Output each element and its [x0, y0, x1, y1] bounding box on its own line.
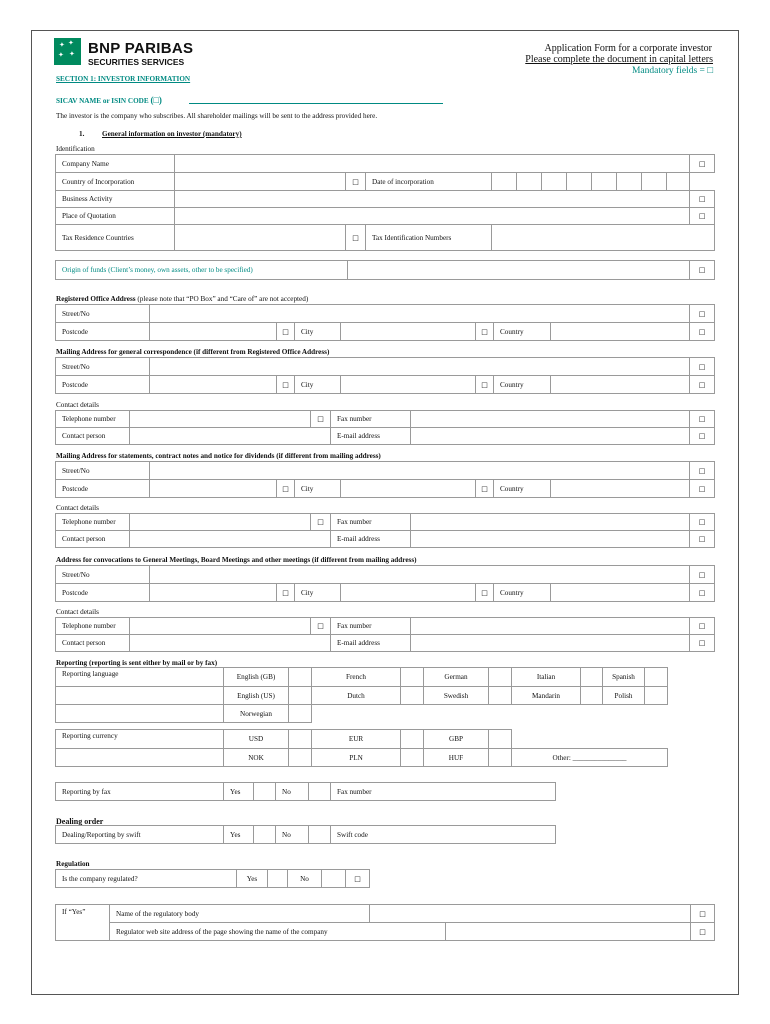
country-check: □	[690, 376, 715, 394]
contact-heading: Contact details	[56, 504, 99, 512]
registered-heading	[56, 295, 308, 304]
currency-other[interactable]: Other: _______________	[512, 749, 668, 767]
registered-heading-title: Registered Office Address	[56, 295, 136, 303]
lang-checkbox[interactable]	[289, 705, 312, 723]
fax-field[interactable]	[411, 618, 690, 635]
street-check: □	[690, 566, 715, 584]
currency-checkbox[interactable]	[401, 730, 424, 749]
sicav-mark: (□)	[150, 95, 162, 105]
lang-option: Italian	[512, 668, 581, 687]
yes-label: Yes	[224, 826, 254, 844]
street-label: Street/No	[56, 358, 150, 376]
telephone-label: Telephone number	[56, 411, 130, 428]
contact-heading: Contact details	[56, 401, 99, 409]
yes-label: Yes	[224, 783, 254, 801]
general-num: 1.	[79, 130, 85, 138]
lang-checkbox[interactable]	[489, 687, 512, 705]
date-box[interactable]	[492, 173, 517, 191]
postcode-check: □	[277, 376, 295, 394]
lang-option: English (US)	[224, 687, 289, 705]
quotation-field[interactable]	[175, 208, 690, 225]
telephone-check: □	[311, 514, 331, 531]
sicav-label-text: SICAV NAME or ISIN CODE	[56, 97, 149, 105]
convocations-contact-table	[55, 617, 715, 652]
date-box[interactable]	[542, 173, 567, 191]
form-subtitle: Please complete the document in capital letters	[525, 54, 713, 65]
no-checkbox[interactable]	[322, 870, 346, 888]
dealing-heading: Dealing order	[56, 817, 104, 826]
city-label: City	[295, 584, 341, 602]
country-check: □	[690, 323, 715, 341]
reporting-currency-table	[55, 729, 668, 767]
lang-option: Polish	[603, 687, 645, 705]
street-label: Street/No	[56, 305, 150, 323]
regulator-web-label: Regulator web site address of the page showing the name of the company	[110, 923, 446, 941]
city-field[interactable]	[341, 323, 476, 341]
fax-check: □	[690, 411, 715, 428]
postcode-label: Postcode	[56, 584, 150, 602]
street-field[interactable]	[150, 305, 690, 323]
identification-table	[55, 154, 715, 251]
lang-option: Mandarin	[512, 687, 581, 705]
email-check: □	[690, 635, 715, 652]
postcode-field[interactable]	[150, 376, 277, 394]
no-checkbox[interactable]	[309, 783, 331, 801]
date-box[interactable]	[592, 173, 617, 191]
telephone-label: Telephone number	[56, 618, 130, 635]
country-label: Country	[494, 480, 551, 498]
regulator-table	[55, 904, 715, 941]
currency-checkbox[interactable]	[489, 730, 512, 749]
street-label: Street/No	[56, 462, 150, 480]
postcode-check: □	[277, 584, 295, 602]
quotation-check: □	[690, 208, 715, 225]
bnp-stars-logo-icon: ✦ ✦ ✦ ✦	[54, 38, 81, 65]
regulatory-body-check: □	[691, 905, 715, 923]
yes-label: Yes	[237, 870, 268, 888]
business-field[interactable]	[175, 191, 690, 208]
statements-heading: Mailing Address for statements, contract notes and notice for dividends (if different from mailing address)	[56, 452, 381, 460]
city-field[interactable]	[341, 584, 476, 602]
email-label: E-mail address	[331, 531, 411, 548]
country-field[interactable]	[551, 480, 690, 498]
postcode-label: Postcode	[56, 323, 150, 341]
lang-option: French	[312, 668, 401, 687]
fax-field[interactable]	[411, 411, 690, 428]
lang-checkbox[interactable]	[581, 687, 603, 705]
street-label: Street/No	[56, 566, 150, 584]
street-field[interactable]	[150, 462, 690, 480]
statements-contact-table	[55, 513, 715, 548]
lang-option: Spanish	[603, 668, 645, 687]
spacer	[690, 173, 715, 191]
origin-table	[55, 260, 715, 280]
no-label: No	[276, 826, 309, 844]
currency-option: HUF	[424, 749, 489, 767]
country-inc-field[interactable]	[175, 173, 346, 191]
reporting-currency-blank	[56, 749, 224, 767]
yes-checkbox[interactable]	[268, 870, 288, 888]
if-yes-label: If “Yes”	[56, 905, 110, 941]
country-check: □	[690, 480, 715, 498]
lang-option: Norwegian	[224, 705, 289, 723]
regulatory-body-field[interactable]	[370, 905, 691, 923]
lang-checkbox[interactable]	[489, 668, 512, 687]
lang-option: Swedish	[424, 687, 489, 705]
swift-code-field[interactable]: Swift code	[331, 826, 556, 844]
brand-name: BNP PARIBAS	[88, 40, 194, 57]
city-check: □	[476, 376, 494, 394]
postcode-field[interactable]	[150, 584, 277, 602]
tax-res-field[interactable]	[175, 225, 346, 251]
currency-option: NOK	[224, 749, 289, 767]
country-inc-label: Country of Incorporation	[56, 173, 175, 191]
no-label: No	[276, 783, 309, 801]
email-field[interactable]	[411, 428, 690, 445]
currency-checkbox[interactable]	[289, 749, 312, 767]
telephone-field[interactable]	[130, 514, 311, 531]
contact-person-label: Contact person	[56, 428, 130, 445]
regulator-web-field[interactable]	[446, 923, 691, 941]
regulator-web-check: □	[691, 923, 715, 941]
contact-person-label: Contact person	[56, 635, 130, 652]
regulated-check: □	[346, 870, 370, 888]
email-field[interactable]	[411, 531, 690, 548]
fax-number-field[interactable]: Fax number	[331, 783, 556, 801]
lang-checkbox[interactable]	[645, 687, 668, 705]
origin-label: Origin of funds (Client’s money, own assets, other to be specified)	[56, 261, 348, 280]
currency-checkbox[interactable]	[289, 730, 312, 749]
country-field[interactable]	[551, 584, 690, 602]
no-label: No	[288, 870, 322, 888]
telephone-field[interactable]	[130, 411, 311, 428]
date-box[interactable]	[567, 173, 592, 191]
country-label: Country	[494, 376, 551, 394]
company-name-label: Company Name	[56, 155, 175, 173]
brand-sub: SECURITIES SERVICES	[88, 57, 185, 67]
regulated-question: Is the company regulated?	[56, 870, 237, 888]
tax-res-label: Tax Residence Countries	[56, 225, 175, 251]
lang-checkbox[interactable]	[401, 687, 424, 705]
currency-option: GBP	[424, 730, 489, 749]
telephone-check: □	[311, 411, 331, 428]
tax-res-check: □	[346, 225, 366, 251]
currency-option: USD	[224, 730, 289, 749]
city-check: □	[476, 480, 494, 498]
reporting-currency-label: Reporting currency	[56, 730, 224, 749]
country-inc-check: □	[346, 173, 366, 191]
convocations-address-table	[55, 565, 715, 602]
country-label: Country	[494, 323, 551, 341]
email-label: E-mail address	[331, 635, 411, 652]
contact-person-label: Contact person	[56, 531, 130, 548]
mandatory-note: Mandatory fields = □	[631, 66, 713, 76]
street-check: □	[690, 462, 715, 480]
reporting-heading: Reporting (reporting is sent either by mail or by fax)	[56, 659, 218, 667]
contact-person-field[interactable]	[130, 531, 331, 548]
postcode-check: □	[277, 323, 295, 341]
date-inc-label: Date of incorporation	[366, 173, 492, 191]
postcode-label: Postcode	[56, 480, 150, 498]
spacer	[512, 730, 668, 749]
city-check: □	[476, 584, 494, 602]
sicav-input-line[interactable]	[189, 103, 443, 104]
postcode-label: Postcode	[56, 376, 150, 394]
reporting-language-table	[55, 667, 668, 723]
city-check: □	[476, 323, 494, 341]
email-label: E-mail address	[331, 428, 411, 445]
currency-checkbox[interactable]	[489, 749, 512, 767]
origin-check: □	[690, 261, 715, 280]
date-box[interactable]	[517, 173, 542, 191]
reporting-language-blank	[56, 687, 224, 705]
country-field[interactable]	[551, 323, 690, 341]
fax-label: Fax number	[331, 514, 411, 531]
contact-person-field[interactable]	[130, 635, 331, 652]
date-box[interactable]	[642, 173, 667, 191]
statements-address-table	[55, 461, 715, 498]
currency-checkbox[interactable]	[401, 749, 424, 767]
mailing-contact-table	[55, 410, 715, 445]
fax-check: □	[690, 618, 715, 635]
lang-checkbox[interactable]	[289, 668, 312, 687]
business-label: Business Activity	[56, 191, 175, 208]
regulation-heading: Regulation	[56, 860, 90, 868]
dealing-table	[55, 825, 556, 844]
yes-checkbox[interactable]	[254, 826, 276, 844]
reporting-fax-label: Reporting by fax	[56, 783, 224, 801]
email-field[interactable]	[411, 635, 690, 652]
country-check: □	[690, 584, 715, 602]
dealing-label: Dealing/Reporting by swift	[56, 826, 224, 844]
telephone-label: Telephone number	[56, 514, 130, 531]
fax-field[interactable]	[411, 514, 690, 531]
mailing-heading: Mailing Address for general correspondence (if different from Registered Office Address)	[56, 348, 330, 356]
city-label: City	[295, 376, 341, 394]
general-title: General information on investor (mandatory)	[102, 130, 242, 138]
company-name-field[interactable]	[175, 155, 690, 173]
currency-option: EUR	[312, 730, 401, 749]
company-name-check: □	[690, 155, 715, 173]
regulation-table	[55, 869, 370, 888]
sicav-label	[56, 96, 162, 106]
lang-checkbox[interactable]	[289, 687, 312, 705]
city-field[interactable]	[341, 376, 476, 394]
lang-option: English (GB)	[224, 668, 289, 687]
lang-option: Dutch	[312, 687, 401, 705]
business-check: □	[690, 191, 715, 208]
yes-checkbox[interactable]	[254, 783, 276, 801]
fax-label: Fax number	[331, 411, 411, 428]
reporting-language-label: Reporting language	[56, 668, 224, 687]
email-check: □	[690, 531, 715, 548]
quotation-label: Place of Quotation	[56, 208, 175, 225]
mailing-address-table	[55, 357, 715, 394]
postcode-field[interactable]	[150, 323, 277, 341]
reporting-language-blank	[56, 705, 224, 723]
city-label: City	[295, 323, 341, 341]
regulatory-body-label: Name of the regulatory body	[110, 905, 370, 923]
fax-check: □	[690, 514, 715, 531]
origin-field[interactable]	[348, 261, 690, 280]
date-box[interactable]	[667, 173, 690, 191]
lang-checkbox[interactable]	[645, 668, 668, 687]
city-label: City	[295, 480, 341, 498]
street-check: □	[690, 358, 715, 376]
fax-label: Fax number	[331, 618, 411, 635]
lang-checkbox[interactable]	[581, 668, 603, 687]
reporting-fax-table	[55, 782, 556, 801]
contact-heading: Contact details	[56, 608, 99, 616]
postcode-check: □	[277, 480, 295, 498]
identification-heading: Identification	[56, 145, 95, 153]
no-checkbox[interactable]	[309, 826, 331, 844]
registered-heading-note: (please note that “PO Box” and “Care of” are not accepted)	[137, 295, 309, 303]
form-title: Application Form for a corporate investor	[544, 43, 712, 54]
tax-id-field[interactable]	[492, 225, 715, 251]
registered-address-table	[55, 304, 715, 341]
street-check: □	[690, 305, 715, 323]
lang-option: German	[424, 668, 489, 687]
date-box[interactable]	[617, 173, 642, 191]
lang-checkbox[interactable]	[401, 668, 424, 687]
intro-text: The investor is the company who subscribes. All shareholder mailings will be sent to the address provided here.	[56, 112, 378, 120]
convocations-heading: Address for convocations to General Meetings, Board Meetings and other meetings (if different from mailing address)	[56, 556, 417, 564]
telephone-check: □	[311, 618, 331, 635]
city-field[interactable]	[341, 480, 476, 498]
currency-option: PLN	[312, 749, 401, 767]
country-field[interactable]	[551, 376, 690, 394]
contact-person-field[interactable]	[130, 428, 331, 445]
spacer	[312, 705, 668, 723]
section1-title: SECTION 1: INVESTOR INFORMATION	[56, 75, 191, 83]
postcode-field[interactable]	[150, 480, 277, 498]
telephone-field[interactable]	[130, 618, 311, 635]
street-field[interactable]	[150, 566, 690, 584]
email-check: □	[690, 428, 715, 445]
country-label: Country	[494, 584, 551, 602]
street-field[interactable]	[150, 358, 690, 376]
tax-id-label: Tax Identification Numbers	[366, 225, 492, 251]
